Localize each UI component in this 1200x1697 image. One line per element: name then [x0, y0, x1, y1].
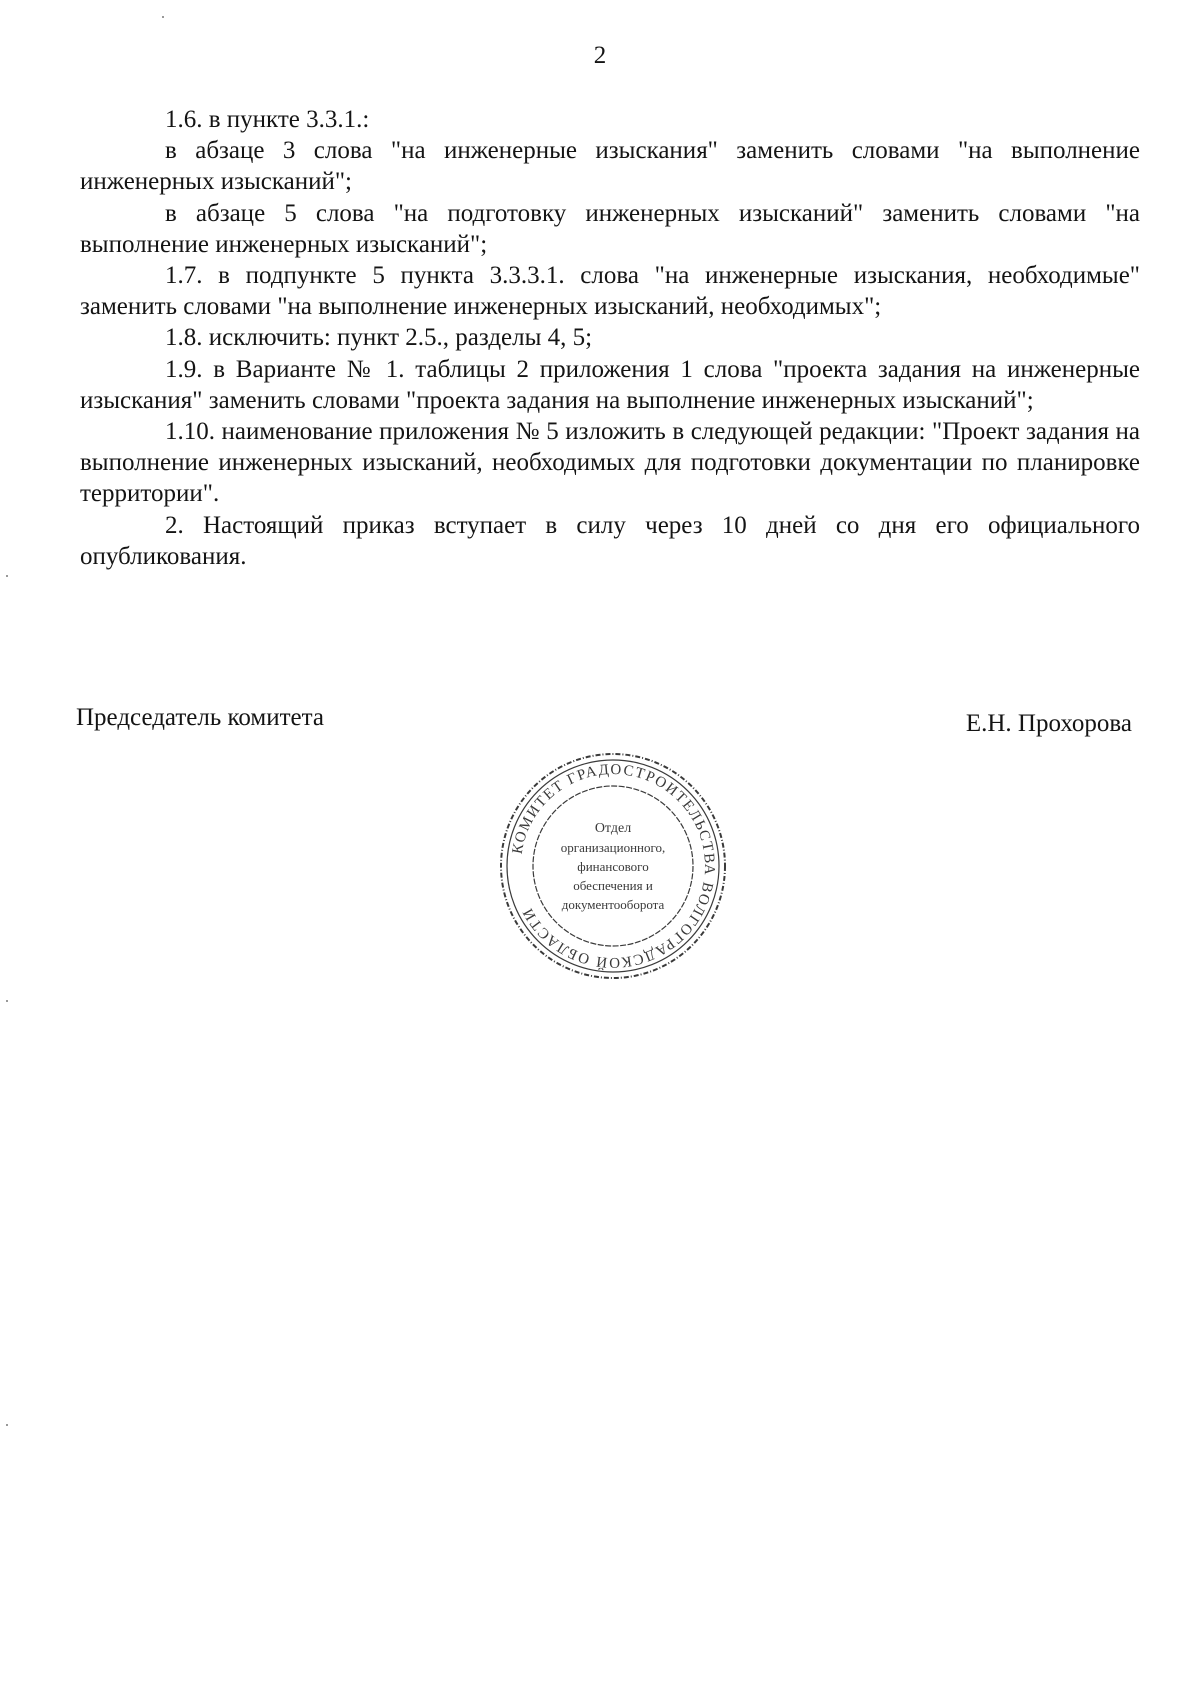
paragraph-2: 2. Настоящий приказ вступает в силу через 10 дней со дня его официального опубликования.: [80, 511, 1140, 570]
page-number: 2: [593, 42, 607, 69]
scan-artifact: [6, 1424, 8, 1426]
paragraph-abzac-3: в абзаце 3 слова "на инженерные изыскания" заменить словами "на выполнение инженерных изысканий";: [80, 137, 1140, 196]
stamp-line-3: финансового: [577, 859, 649, 874]
scan-artifact: [6, 575, 8, 577]
scan-artifact: [6, 1000, 8, 1002]
document-body: [80, 104, 1140, 572]
signatory-name: Е.Н. Прохорова: [965, 710, 1132, 737]
paragraph-1-7: 1.7. в подпункте 5 пункта 3.3.3.1. слова "на инженерные изыскания, необходимые" заменить словами "на выполнение инженерных изысканий, необходимых";: [80, 262, 1140, 321]
paragraph-1-9: 1.9. в Варианте № 1. таблицы 2 приложения 1 слова "проекта задания на инженерные изыскания" заменить словами "проекта задания на выполнение инженерных изысканий";: [80, 355, 1140, 414]
stamp-line-5: документооборота: [561, 897, 665, 912]
stamp-line-2: организационного,: [560, 840, 666, 855]
stamp-line-4: обеспечения и: [573, 878, 653, 893]
stamp-line-1: Отдел: [594, 821, 632, 836]
paragraph-1-10: 1.10. наименование приложения № 5 изложить в следующей редакции: "Проект задания на выполнение инженерных изысканий, необходимых для подготовки документации по планировке территории".: [80, 418, 1140, 508]
scan-artifact: [162, 16, 164, 18]
stamp-seal-graphic: [495, 748, 731, 984]
paragraph-1-6: 1.6. в пункте 3.3.1.:: [165, 106, 370, 133]
paragraph-abzac-5: в абзаце 5 слова "на подготовку инженерных изысканий" заменить словами "на выполнение инженерных изысканий";: [80, 199, 1140, 258]
official-stamp: [495, 748, 731, 984]
paragraph-1-8: 1.8. исключить: пункт 2.5., разделы 4, 5;: [165, 324, 593, 352]
signatory-position: Председатель комитета: [76, 704, 324, 731]
stamp-outer-text: КОМИТЕТ ГРАДОСТРОИТЕЛЬСТВА ВОЛГОГРАДСКОЙ ОБЛАСТИ: [509, 761, 718, 971]
